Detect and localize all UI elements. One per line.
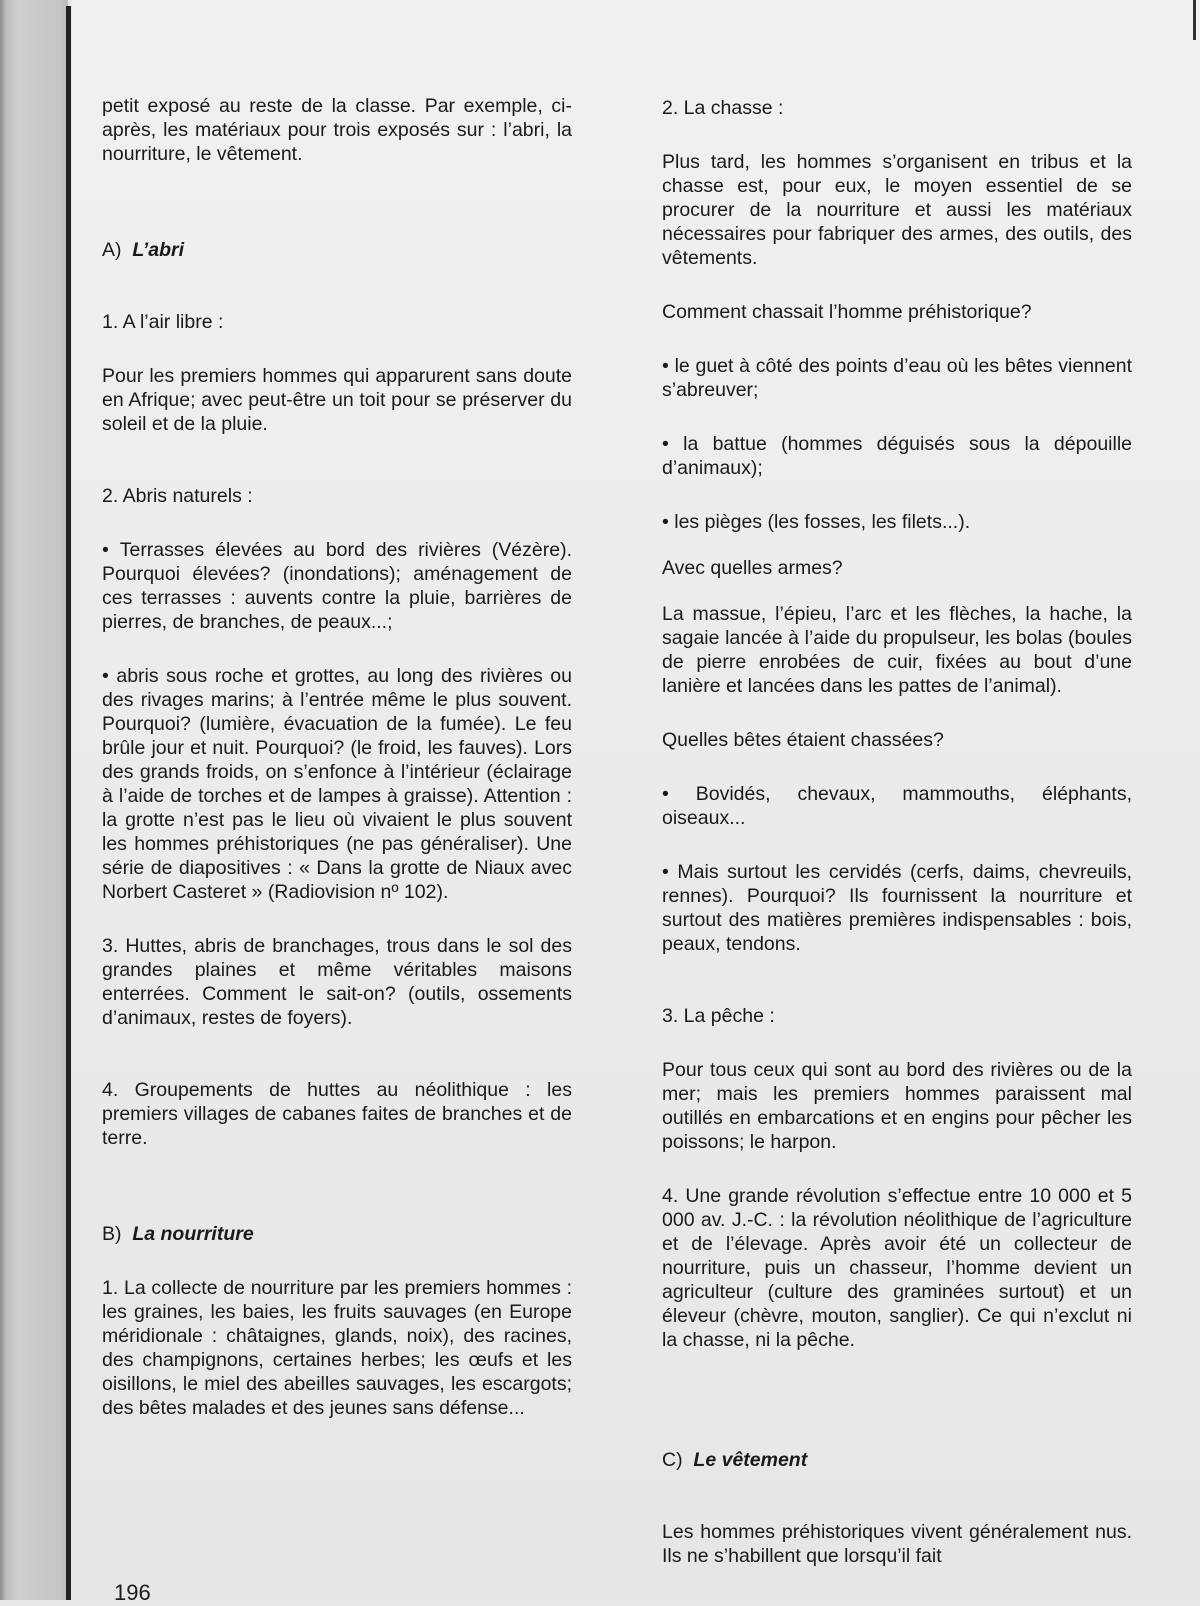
intro-paragraph: petit exposé au reste de la classe. Par exemple, ci-après, les matériaux pour trois exposés sur : l’abri, la nourriture, le vêtement.	[102, 95, 572, 165]
bullet-pieges: • les pièges (les fosses, les filets...).	[662, 510, 1132, 534]
section-prefix: A)	[102, 239, 122, 261]
section-prefix: C)	[662, 1449, 683, 1471]
paragraph-collecte: 1. La collecte de nourriture par les premiers hommes : les graines, les baies, les fruits sauvages (en Europe méridionale : châtaignes, glands, noix), des racines, des champignons, certaines herbes; les œufs et les oisillons, le miel des abeilles sauvages, les escargots; des bêtes malades et des jeunes sans défense...	[102, 1277, 572, 1419]
section-prefix: B)	[102, 1223, 122, 1245]
question-armes: Avec quelles armes?	[662, 557, 843, 579]
right-edge-mark	[1193, 0, 1196, 40]
book-binding	[0, 0, 68, 1600]
bullet-bovides: • Bovidés, chevaux, mammouths, éléphants, oiseaux...	[662, 782, 1132, 830]
bullet-cervides: • Mais surtout les cervidés (cerfs, daims, chevreuils, rennes). Pourquoi? Ils fournissent la nourriture et surtout des matières premières indispensables : bois, peaux, tendons.	[662, 860, 1132, 956]
bullet-terrasses: • Terrasses élevées au bord des rivières (Vézère). Pourquoi élevées? (inondations); aménagement de ces terrasses : auvents contre la pluie, barrières de pierres, de branches, de peaux...;	[102, 538, 572, 634]
section-title: Le vêtement	[693, 1449, 808, 1471]
paragraph-air-libre: Pour les premiers hommes qui apparurent sans doute en Afrique; avec peut-être un toit pour se préserver du soleil et de la pluie.	[102, 365, 572, 435]
subheading-peche: 3. La pêche :	[662, 1005, 775, 1027]
paragraph-armes: La massue, l’épieu, l’arc et les flèches, la hache, la sagaie lancée à l’aide du propulseur, les bolas (boules de pierre enrobées de cuir, fixées au bout d’une lanière et lancées dans les pattes de l’animal).	[662, 603, 1132, 697]
subheading-air-libre: 1. A l’air libre :	[102, 311, 224, 333]
paragraph-vetement: Les hommes préhistoriques vivent généralement nus. Ils ne s’habillent que lorsqu’il fait	[662, 1521, 1132, 1567]
question-comment-chassait: Comment chassait l’homme préhistorique?	[662, 301, 1032, 323]
page-number: 196	[114, 1580, 151, 1605]
bullet-battue: • la battue (hommes déguisés sous la dépouille d’animaux);	[662, 432, 1132, 480]
bullet-guet: • le guet à côté des points d’eau où les bêtes viennent s’abreuver;	[662, 354, 1132, 402]
section-a-heading	[102, 238, 572, 262]
book-page	[72, 0, 1200, 1605]
section-b-heading	[102, 1222, 572, 1246]
section-title: La nourriture	[132, 1223, 254, 1245]
page-edge-shadow	[66, 6, 71, 1600]
question-betes: Quelles bêtes étaient chassées?	[662, 729, 944, 751]
paragraph-huttes: 3. Huttes, abris de branchages, trous dans le sol des grandes plaines et même véritables maisons enterrées. Comment le sait-on? (outils, ossements d’animaux, restes de foyers).	[102, 935, 572, 1029]
bullet-abris-sous-roche: • abris sous roche et grottes, au long des rivières ou des rivages marins; à l’entrée même le plus souvent. Pourquoi? (lumière, évacuation de la fumée). Le feu brûle jour et nuit. Pourquoi? (le froid, les fauves). Lors des grands froids, on s’enfonce à l’intérieur (éclairage à l’aide de torches et de lampes à graisse). Attention : la grotte n’est pas le lieu où vivaient le plus souvent les hommes préhistoriques (ne pas généraliser). Une série de diapositives : « Dans la grotte de Niaux avec Norbert Casteret » (Radiovision nº 102).	[102, 664, 572, 904]
paragraph-groupements: 4. Groupements de huttes au néolithique : les premiers villages de cabanes faites de branches et de terre.	[102, 1079, 572, 1149]
right-column	[662, 96, 1132, 1568]
subheading-chasse: 2. La chasse :	[662, 97, 784, 119]
subheading-abris-naturels: 2. Abris naturels :	[102, 485, 253, 507]
paragraph-revolution: 4. Une grande révolution s’effectue entre 10 000 et 5 000 av. J.-C. : la révolution néolithique de l’agriculture et de l’élevage. Après avoir été un collecteur de nourriture, puis un chasseur, l’homme devient un agriculteur (culture des graminées surtout) et un éleveur (chèvre, mouton, sanglier). Ce qui n’exclut ni la chasse, ni la pêche.	[662, 1185, 1132, 1351]
paragraph-chasse: Plus tard, les hommes s’organisent en tribus et la chasse est, pour eux, le moyen essentiel de se procurer de la nourriture et aussi les matériaux nécessaires pour fabriquer des armes, des outils, des vêtements.	[662, 151, 1132, 269]
section-title: L’abri	[132, 239, 184, 261]
section-c-heading	[662, 1448, 1132, 1472]
left-column	[102, 94, 572, 1420]
paragraph-peche: Pour tous ceux qui sont au bord des rivières ou de la mer; mais les premiers hommes paraissent mal outillés en embarcations et en engins pour pêcher les poissons; le harpon.	[662, 1059, 1132, 1153]
